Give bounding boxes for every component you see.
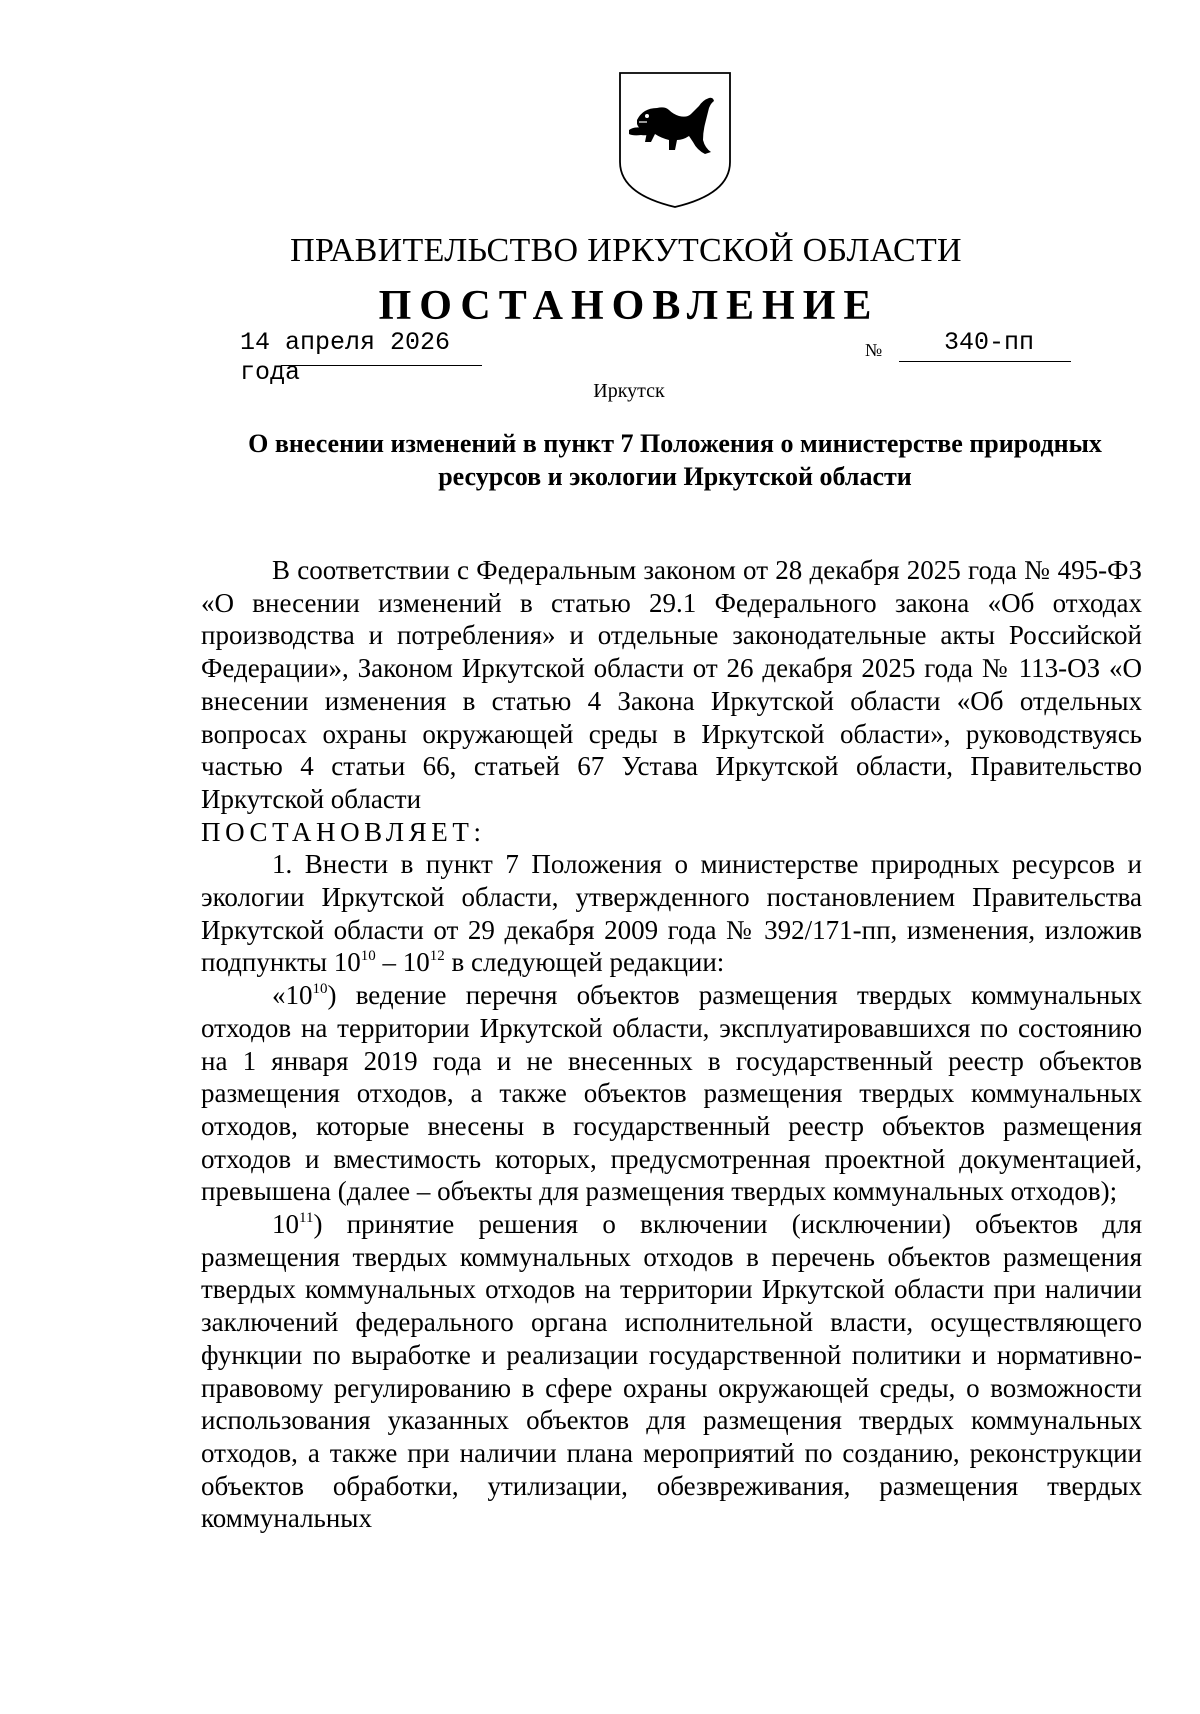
- document-type: ПОСТАНОВЛЕНИЕ: [378, 283, 880, 329]
- resolves-heading: ПОСТАНОВЛЯЕТ:: [201, 816, 486, 847]
- document-title: О внесении изменений в пункт 7 Положения о министерстве природных ресурсов и экологии Иркутской области: [248, 429, 1102, 491]
- subitem-10-10-paragraph: «$10^{10}$) ведение перечня объектов размещения твердых коммунальных отходов на территории Иркутской области, эксплуатировавшихся по состоянию на 1 января 2019 года и не внесенных в государственный реестр объектов размещения отходов, а также объектов размещения твердых коммунальных отходов, которые внесены в государственный реестр объектов размещения отходов и вместимость которых, предусмотренная проектной документацией, превышена (далее – объекты для размещения твердых коммунальных отходов);: [201, 980, 1142, 1207]
- document-body: [201, 554, 1142, 1535]
- date-underline: [281, 365, 482, 366]
- number-sign: №: [865, 340, 883, 360]
- document-number: 340-пп: [944, 328, 1035, 357]
- document-date: 14 апреля 2026 года: [240, 328, 451, 387]
- preamble-paragraph: В соответствии с Федеральным законом от 28 декабря 2025 года № 495-ФЗ «О внесении изменений в статью 29.1 Федерального закона «Об отходах производства и потребления» и отдельные законодательные акты Российской Федерации», Законом Иркутской области от 26 декабря 2025 года № 113-ОЗ «О внесении изменения в статью 4 Закона Иркутской области «Об отдельных вопросах охраны окружающей среды в Иркутской области», руководствуясь частью 4 статьи 66, статьей 67 Устава Иркутской области, Правительство Иркутской области: [201, 555, 1142, 814]
- item-1-paragraph: 1. Внести в пункт 7 Положения о министерстве природных ресурсов и экологии Иркутской области, утвержденного постановлением Правительства Иркутской области от 29 декабря 2009 года № 392/171-пп, изменения, изложив подпункты $10^{10} - 10^{12}$ в следующей редакции:: [201, 849, 1142, 978]
- government-name: ПРАВИТЕЛЬСТВО ИРКУТСКОЙ ОБЛАСТИ: [290, 232, 962, 269]
- subitem-10-11-paragraph: $10^{11}$) принятие решения о включении (исключении) объектов для размещения твердых коммунальных отходов в перечень объектов размещения твердых коммунальных отходов на территории Иркутской области при наличии заключений федерального органа исполнительной власти, осуществляющего функции по выработке и реализации государственной политики и нормативно-правовому регулированию в сфере охраны окружающей среды, о возможности использования указанных объектов для размещения твердых коммунальных отходов, а также при наличии плана мероприятий по созданию, реконструкции объектов обработки, утилизации, обезвреживания, размещения твердых коммунальных: [201, 1209, 1142, 1534]
- city-name: Иркутск: [593, 380, 665, 402]
- irkutsk-coat-of-arms-emblem: [617, 70, 733, 210]
- number-underline: [899, 361, 1071, 362]
